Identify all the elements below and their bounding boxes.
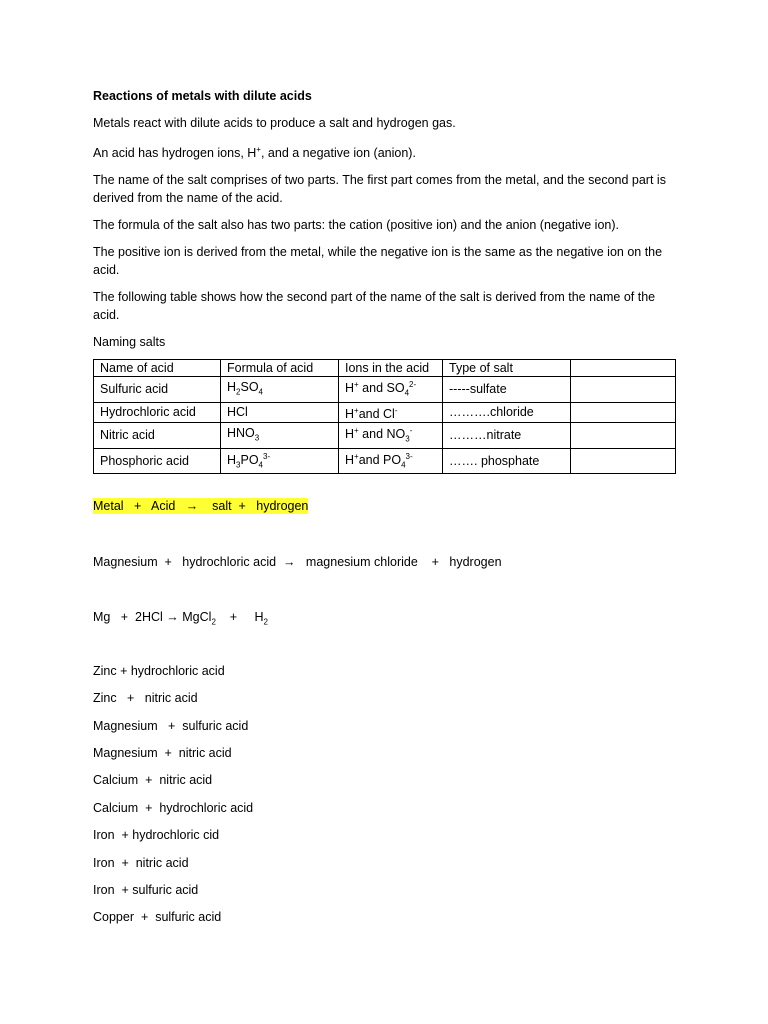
exercise-item: Magnesium + sulfuric acid — [93, 719, 249, 733]
document-body — [93, 88, 675, 474]
naming-salts-table — [93, 359, 676, 474]
empty-cell — [571, 377, 676, 403]
exercise-item: Magnesium + nitric acid — [93, 746, 232, 760]
table-row — [94, 448, 676, 474]
acid-formula: $H_2SO_4$ — [221, 377, 339, 403]
table-header: Name of acid — [94, 360, 221, 377]
acid-formula: $HNO_3$ — [221, 422, 339, 448]
paragraph-positive-ion: The positive ion is derived from the metal, while the negative ion is the same as the negative ion on the acid. — [93, 245, 663, 278]
acid-ions: H+ and $SO_4^{2-}$ — [339, 377, 443, 403]
highlighted-equation: Metal + Acid → salt + hydrogen — [93, 499, 309, 513]
salt-type: -----sulfate — [443, 377, 571, 403]
table-caption: Naming salts — [93, 335, 166, 350]
exercise-item: Copper + sulfuric acid — [93, 910, 222, 924]
acid-ions: H+and $PO_4^{3-}$ — [339, 448, 443, 474]
word-equation: Magnesium + hydrochloric acid → magnesium chloride + hydrogen — [93, 555, 502, 569]
table-header: Ions in the acid — [339, 360, 443, 377]
table-header — [571, 360, 676, 377]
acid-name: Phosphoric acid — [94, 448, 221, 474]
salt-type: ……. phosphate — [443, 448, 571, 474]
paragraph-acid-ions: An acid has hydrogen ions, H+, and a negative ion (anion). — [93, 145, 416, 161]
table-header-row — [94, 360, 676, 377]
salt-type: ………nitrate — [443, 422, 571, 448]
exercise-item: Iron + hydrochloric cid — [93, 828, 220, 842]
table-header: Formula of acid — [221, 360, 339, 377]
acid-name: Hydrochloric acid — [94, 402, 221, 422]
general-equation — [93, 499, 308, 513]
exercise-item: Calcium + hydrochloric acid — [93, 801, 254, 815]
paragraph-salt-name: The name of the salt comprises of two parts. The first part comes from the metal, and the second part is derived from the name of the acid. — [93, 173, 666, 206]
table-header: Type of salt — [443, 360, 571, 377]
acid-name: Nitric acid — [94, 422, 221, 448]
exercise-item: Iron + sulfuric acid — [93, 883, 199, 897]
table-row — [94, 402, 676, 422]
acid-name: Sulfuric acid — [94, 377, 221, 403]
paragraph-salt-formula: The formula of the salt also has two parts: the cation (positive ion) and the anion (negative ion). — [93, 218, 619, 233]
empty-cell — [571, 422, 676, 448]
exercise-item: Iron + nitric acid — [93, 856, 189, 870]
acid-ions: H+and Cl- — [339, 402, 443, 422]
acid-formula: HCl — [221, 402, 339, 422]
exercise-item: Calcium + nitric acid — [93, 773, 213, 787]
acid-ions: H+ and $NO_3^-$ — [339, 422, 443, 448]
paragraph-table-intro: The following table shows how the second part of the name of the salt is derived from the name of the acid. — [93, 290, 656, 323]
symbol-equation: Mg + 2HCl → MgCl$_2$ + $H_2$ — [93, 610, 268, 627]
salt-type: ……….chloride — [443, 402, 571, 422]
paragraph-intro: Metals react with dilute acids to produce a salt and hydrogen gas. — [93, 116, 456, 130]
empty-cell — [571, 448, 676, 474]
page-title: Reactions of metals with dilute acids — [93, 89, 312, 103]
empty-cell — [571, 402, 676, 422]
acid-formula: $H_3PO_4^{3-}$ — [221, 448, 339, 474]
table-row — [94, 377, 676, 403]
table-row — [94, 422, 676, 448]
exercise-item: Zinc + hydrochloric acid — [93, 664, 225, 678]
exercise-item: Zinc + nitric acid — [93, 691, 198, 705]
